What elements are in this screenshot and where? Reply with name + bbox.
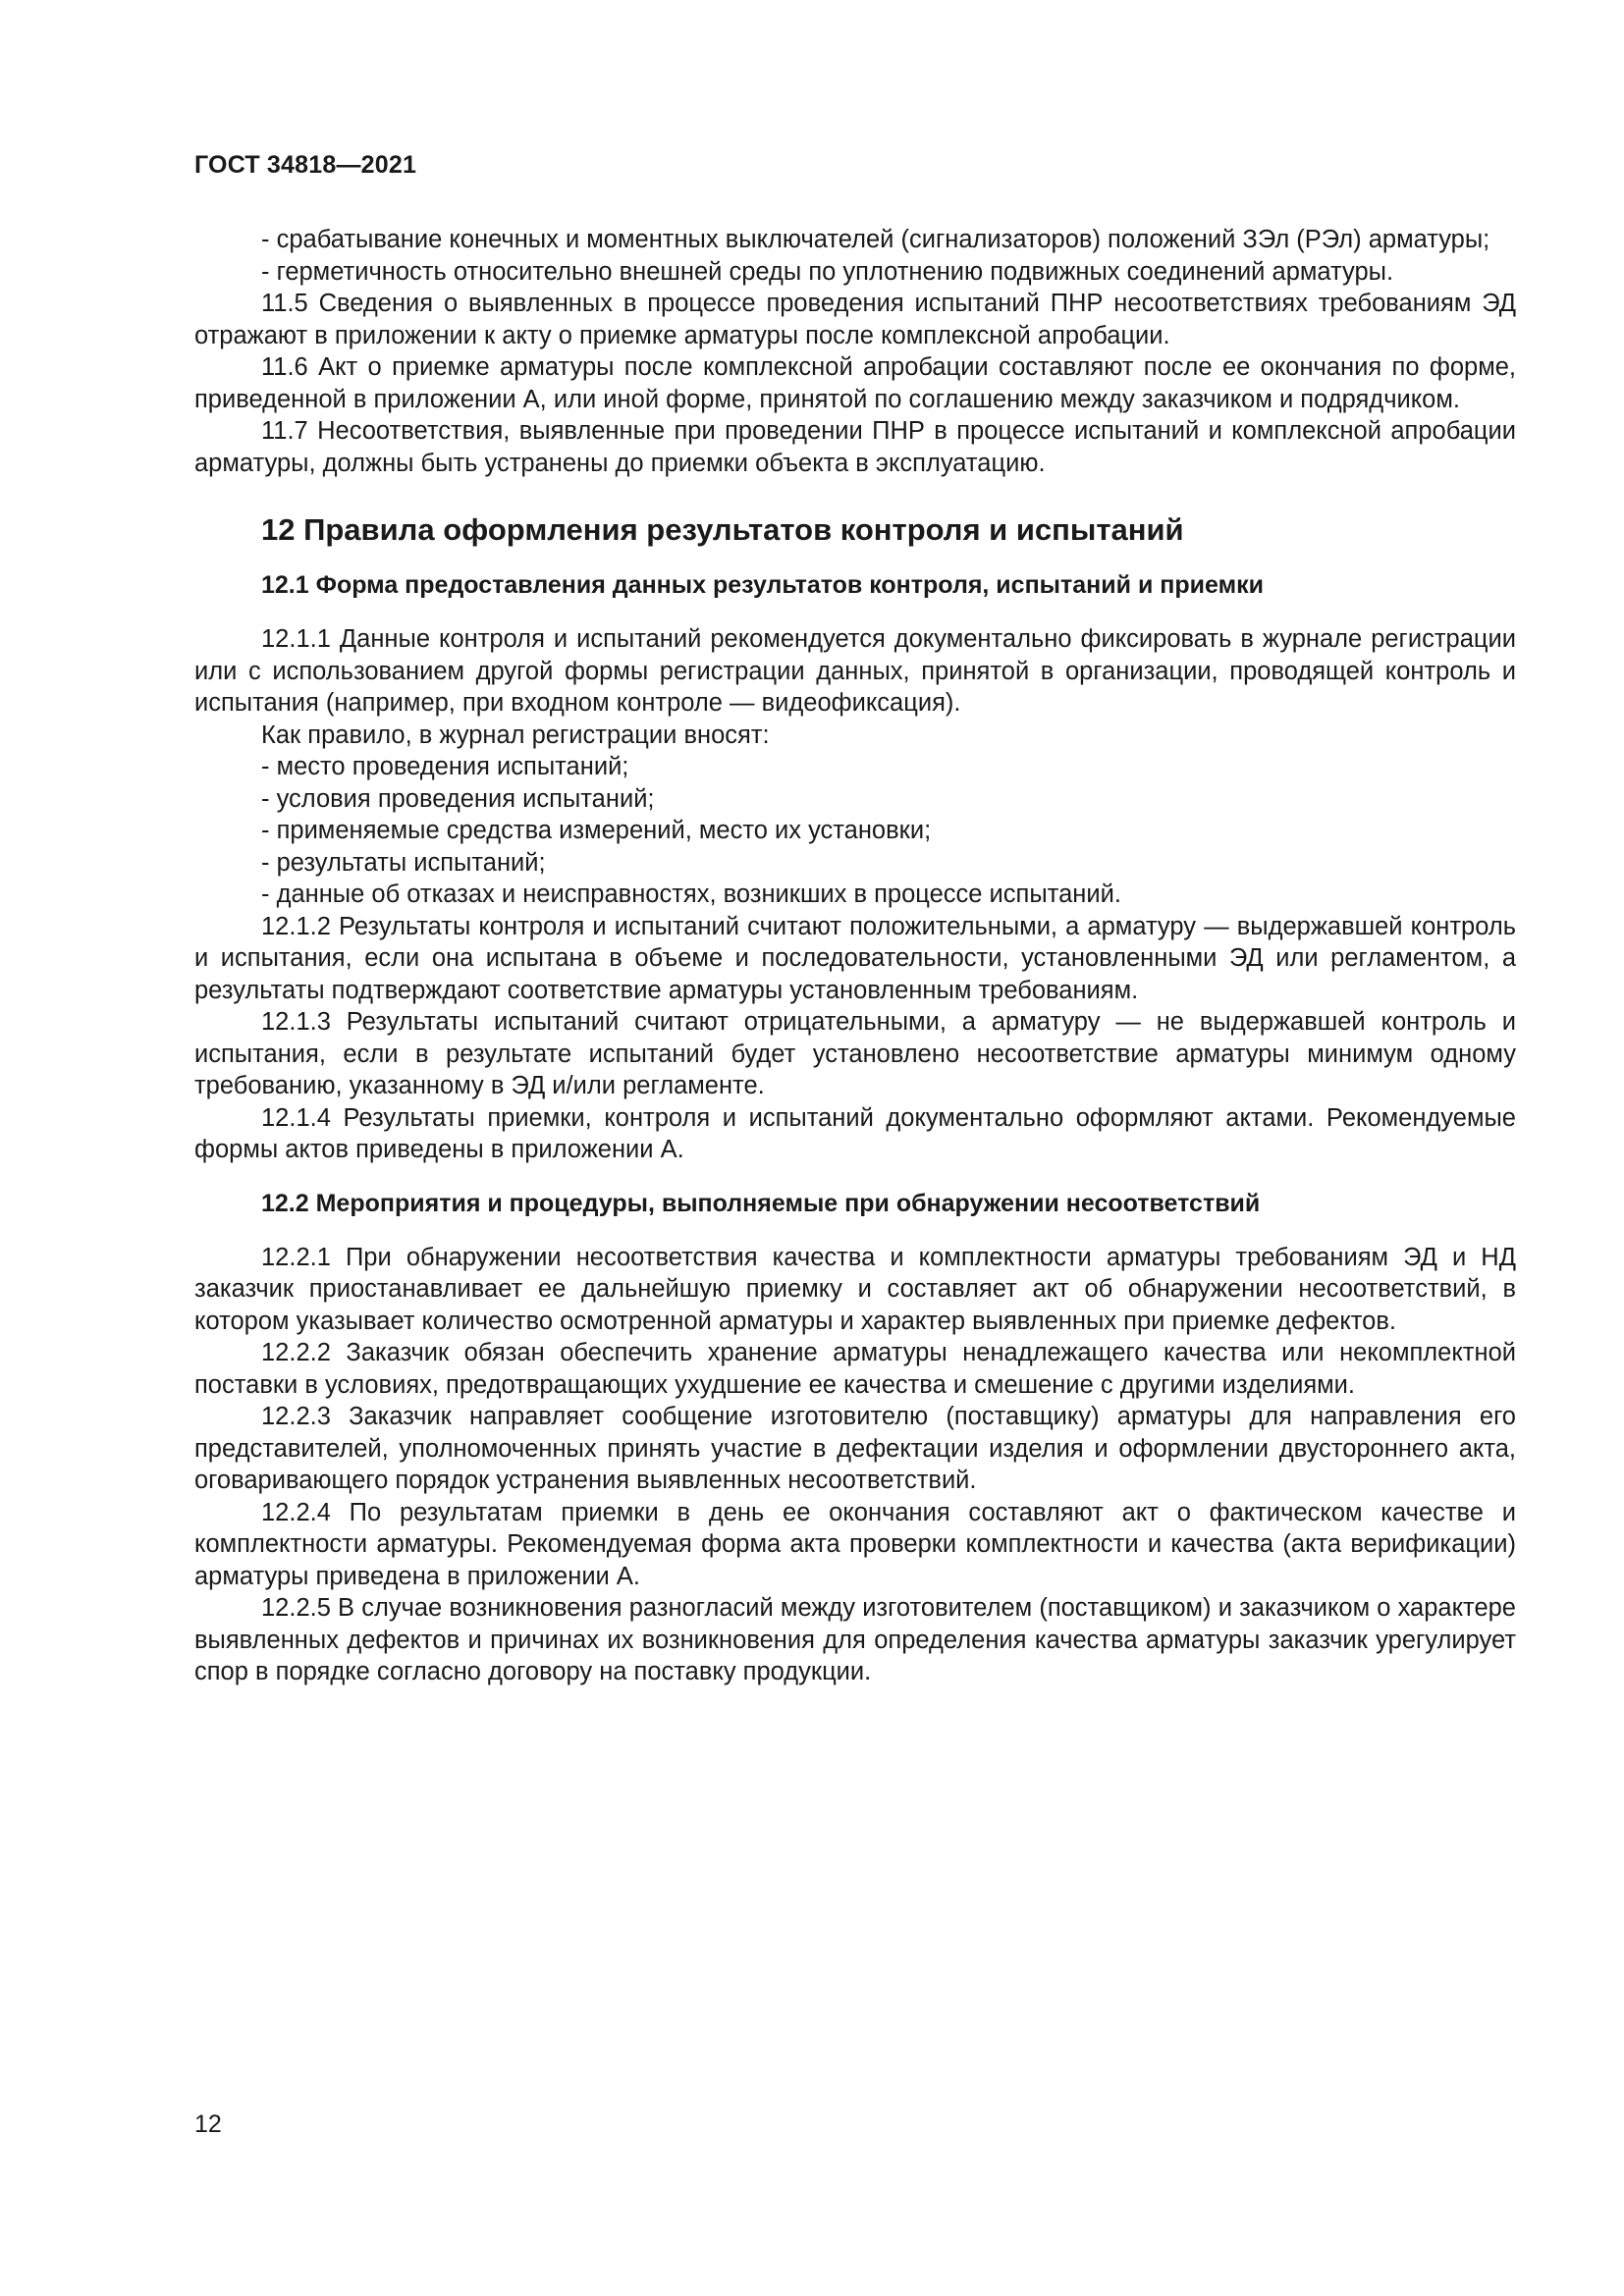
page-number: 12 xyxy=(194,2110,222,2138)
paragraph-12-1-2: 12.1.2 Результаты контроля и испытаний считают положительными, а арматуру — выдержавшей контроль и испытания, если она испытана в объеме и последовательности, установленными ЭД или регламентом, а результаты подтверждают соответствие арматуры установленным требованиям. xyxy=(194,912,1516,1004)
document-body xyxy=(194,224,1516,1688)
paragraph-12-2-4: 12.2.4 По результатам приемки в день ее окончания составляют акт о фактическом качестве и комплектности арматуры. Рекомендуемая форма акта проверки комплектности и качества (акта верификации) арматуры приведена в приложении А. xyxy=(194,1498,1516,1590)
subsection-heading-12-1: 12.1 Форма предоставления данных результатов контроля, испытаний и приемки xyxy=(261,571,1264,599)
paragraph-11-7: 11.7 Несоответствия, выявленные при проведении ПНР в процессе испытаний и комплексной апробации арматуры, должны быть устранены до приемки объекта в эксплуатацию. xyxy=(194,417,1516,477)
list-item: - герметичность относительно внешней среды по уплотнению подвижных соединений арматуры. xyxy=(261,257,1394,286)
list-intro: Как правило, в журнал регистрации вносят: xyxy=(261,721,770,749)
list-item: - применяемые средства измерений, место их установки; xyxy=(261,817,932,844)
paragraph-12-2-2: 12.2.2 Заказчик обязан обеспечить хранение арматуры ненадлежащего качества или некомплектной поставки в условиях, предотвращающих ухудшение ее качества и смешение с другими изделиями. xyxy=(194,1339,1516,1399)
list-item: - результаты испытаний; xyxy=(261,848,546,877)
document-page xyxy=(194,0,1516,2296)
document-header-id: ГОСТ 34818—2021 xyxy=(194,151,417,179)
list-item: - место проведения испытаний; xyxy=(261,753,629,780)
list-item: - условия проведения испытаний; xyxy=(261,784,655,813)
paragraph-12-1-3: 12.1.3 Результаты испытаний считают отрицательными, а арматуру — не выдержавшей контроль и испытания, если в результате испытаний будет установлено несоответствие арматуры минимум одному требованию, указанному в ЭД и/или регламенте. xyxy=(194,1008,1516,1099)
paragraph-11-6: 11.6 Акт о приемке арматуры после комплексной апробации составляют после ее окончания по форме, приведенной в приложении А, или иной форме, принятой по соглашению между заказчиком и подрядчиком. xyxy=(194,353,1516,413)
paragraph-12-2-5: 12.2.5 В случае возникновения разногласий между изготовителем (поставщиком) и заказчиком о характере выявленных дефектов и причинах их возникновения для определения качества арматуры заказчик урегулирует спор в порядке согласно договору на поставку продукции. xyxy=(194,1594,1516,1685)
section-heading-12: 12 Правила оформления результатов контроля и испытаний xyxy=(261,512,1184,547)
paragraph-12-1-4: 12.1.4 Результаты приемки, контроля и испытаний документально оформляют актами. Рекомендуемые формы актов приведены в приложении А. xyxy=(194,1103,1516,1163)
list-item: - срабатывание конечных и моментных выключателей (сигнализаторов) положений ЗЭл (РЭл) арматуры; xyxy=(261,226,1490,253)
paragraph-12-2-3: 12.2.3 Заказчик направляет сообщение изготовителю (поставщику) арматуры для направления его представителей, уполномоченных принять участие в дефектации изделия и оформлении двустороннего акта, оговаривающего порядок устранения выявленных несоответствий. xyxy=(194,1403,1516,1494)
paragraph-11-5: 11.5 Сведения о выявленных в процессе проведения испытаний ПНР несоответствиях требованиям ЭД отражают в приложении к акту о приемке арматуры после комплексной апробации. xyxy=(194,290,1516,349)
subsection-heading-12-2: 12.2 Мероприятия и процедуры, выполняемые при обнаружении несоответствий xyxy=(261,1189,1261,1217)
list-item: - данные об отказах и неисправностях, возникших в процессе испытаний. xyxy=(261,881,1121,908)
paragraph-12-1-1: 12.1.1 Данные контроля и испытаний рекомендуется документально фиксировать в журнале регистрации или с использованием другой формы регистрации данных, принятой в организации, проводящей контроль и испытания (например, при входном контроле — видеофиксация). xyxy=(194,625,1516,717)
paragraph-12-2-1: 12.2.1 При обнаружении несоответствия качества и комплектности арматуры требованиям ЭД и НД заказчик приостанавливает ее дальнейшую приемку и составляет акт об обнаружении несоответствий, в котором указывает количество осмотренной арматуры и характер выявленных при приемке дефектов. xyxy=(194,1243,1516,1335)
